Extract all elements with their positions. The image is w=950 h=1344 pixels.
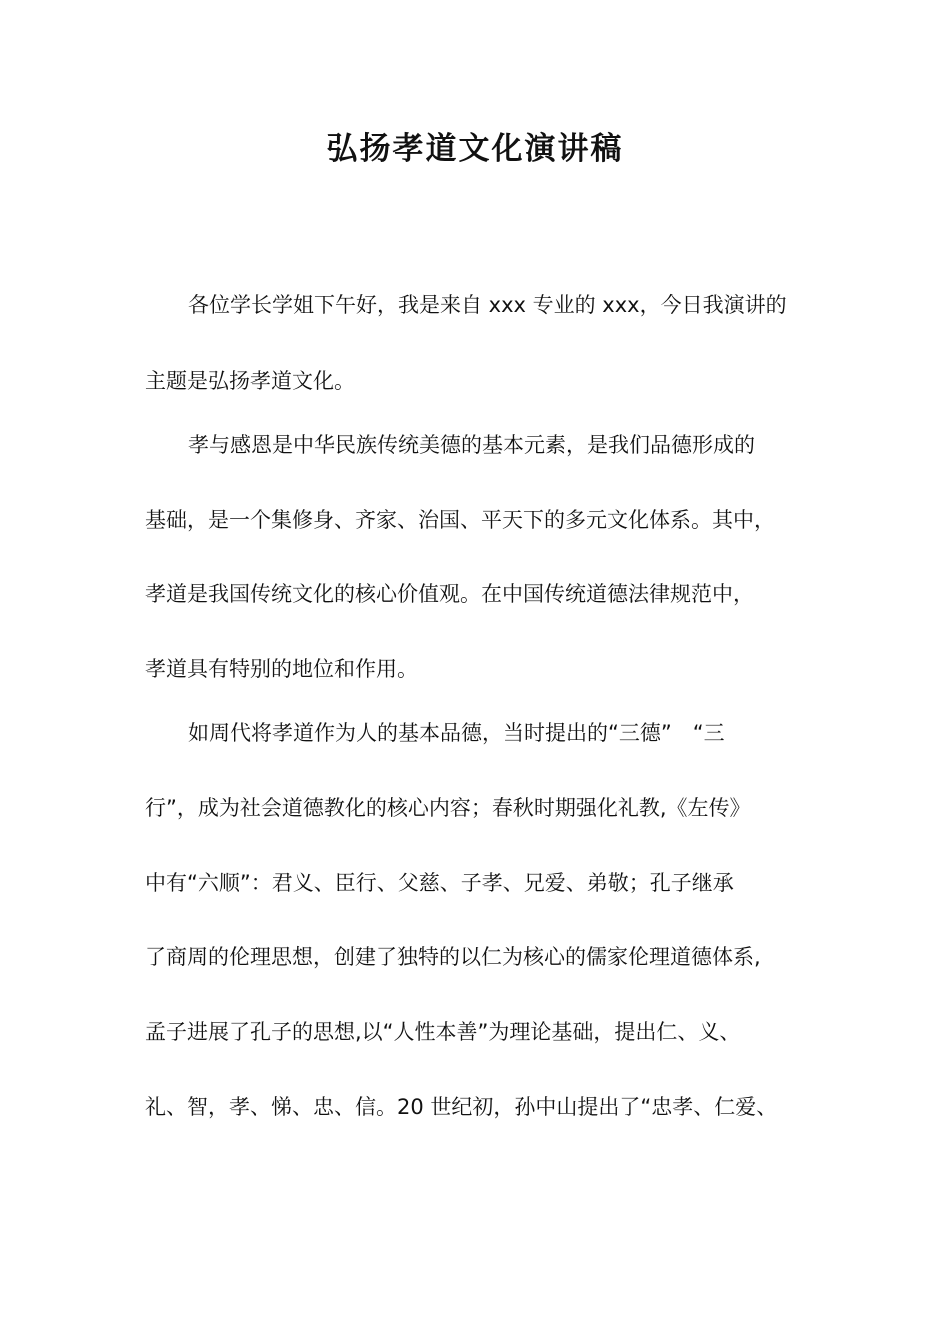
paragraph-line: 礼、智，孝、悌、忠、信。20 世纪初，孙中山提出了“忠孝、仁爱、 <box>145 1095 778 1119</box>
paragraph-line: 孝道是我国传统文化的核心价值观。在中国传统道德法律规范中， <box>145 582 754 606</box>
paragraph-line: 行”，成为社会道德教化的核心内容；春秋时期强化礼教,《左传》 <box>145 796 751 820</box>
document-title: 弘扬孝道文化演讲稿 <box>326 131 624 167</box>
paragraph-line: 孝与感恩是中华民族传统美德的基本元素，是我们品德形成的 <box>188 433 755 457</box>
paragraph-line: 孝道具有特别的地位和作用。 <box>145 657 418 681</box>
paragraph-line: 如周代将孝道作为人的基本品德，当时提出的“三德” “三 <box>188 721 725 745</box>
paragraph-line: 基础，是一个集修身、齐家、治国、平天下的多元文化体系。其中， <box>145 508 775 532</box>
paragraph-line: 主题是弘扬孝道文化。 <box>145 369 355 393</box>
paragraph-line: 中有“六顺”：君义、臣行、父慈、子孝、兄爱、弟敬；孔子继承 <box>145 871 734 895</box>
paragraph-line: 孟子进展了孔子的思想,以“人性本善”为理论基础，提出仁、义、 <box>145 1020 741 1044</box>
paragraph-line: 了商周的伦理思想，创建了独特的以仁为核心的儒家伦理道德体系, <box>145 945 761 969</box>
paragraph-line: 各位学长学姐下午好，我是来自 xxx 专业的 xxx，今日我演讲的 <box>188 293 787 317</box>
